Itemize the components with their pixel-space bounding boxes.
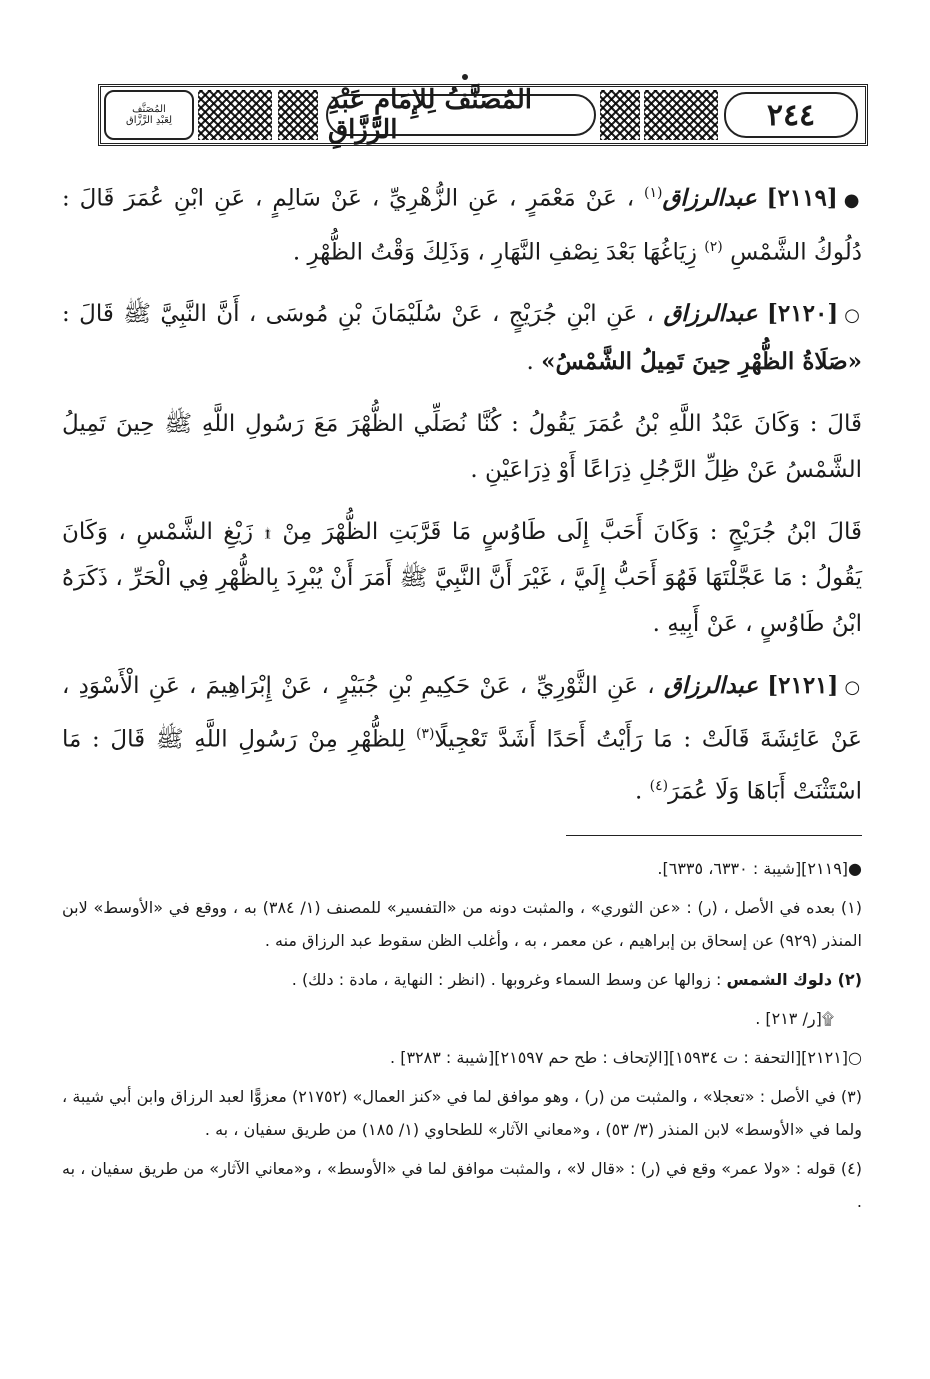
footnote-ref: (٢) — [704, 238, 723, 255]
hadith-text: ، عَنْ مَعْمَرٍ ، عَنِ الزُّهْرِيِّ ، عَنْ سَالِمٍ ، عَنِ ابْنِ عُمَرَ قَالَ : دُلُوكُ الشَّمْسِ — [62, 185, 862, 266]
ornament-left — [198, 90, 272, 140]
entry-marker: ○ — [844, 677, 862, 699]
ornament-right — [644, 90, 718, 140]
footnote-1: (١) بعده في الأصل ، (ر) : «عن الثوري» ، والمثبت دونه من «التفسير» للمصنف (١/ ٣٨٤) به ، ووقع في «الأوسط» لابن المنذر (٩٢٩) عن إسحاق بن إبراهيم ، عن معمر ، به ، وأغلب الظن سقوط عبد الرزاق منه . — [62, 898, 862, 950]
hadith-text: زِيَاغُهَا بَعْدَ نِصْفِ النَّهَارِ ، وَذَلِكَ وَقْتُ الظُّهْرِ . — [292, 239, 697, 266]
hadith-2119 — [62, 170, 862, 275]
footnote-2-label: (٢) دلوك الشمس — [726, 970, 862, 989]
book-logo — [104, 90, 194, 140]
footnotes — [62, 852, 862, 1224]
logo-line1: المُصَنَّف — [132, 104, 166, 115]
narrator-name: عبدالرزاق — [662, 184, 757, 212]
footnote-2-text: : زوالها عن وسط السماء وغروبها . (انظر : النهاية ، مادة : دلك) . — [291, 970, 722, 989]
footnote-4: (٤) قوله : «ولا عمر» وقع في (ر) : «قال لا» ، والمثبت موافق لما في «الأوسط» ، و«معاني الآثار» من طريق سفيان ، به . — [62, 1159, 862, 1211]
hadith-text: ، عَنِ ابْنِ جُرَيْجٍ ، عَنْ سُلَيْمَانَ بْنِ مُوسَى ، أَنَّ النَّبِيَّ ﷺ قَالَ : — [62, 301, 655, 328]
footnote-divider — [566, 835, 862, 836]
footnote-2-ref: ۩[ر/ ٢١٣] . — [755, 1009, 834, 1028]
hadith-text: ، عَنِ الثَّوْرِيِّ ، عَنْ حَكِيمِ بْنِ جُبَيْرٍ ، عَنْ إِبْرَاهِيمَ ، عَنِ الْأَسْوَدِ ، عَنْ عَائِشَةَ قَالَتْ : مَا رَأَيْتُ أَحَدًا أَشَدَّ تَعْجِيلًا — [62, 673, 863, 753]
book-title: المُصَنَّفُ لِلإِمَامِ عَبْدِ الرَّزَّاقِ — [328, 85, 532, 145]
ornament-left-inner — [278, 90, 318, 140]
hadith-2121 — [62, 663, 862, 814]
hadith-number: [٢١٢١] — [767, 672, 839, 700]
footnote-ref: (٤) — [649, 777, 669, 794]
footnote-2 — [62, 963, 862, 996]
narrator-name: عبدالرزاق — [663, 300, 758, 328]
page-header — [98, 84, 868, 146]
hadith-text: . — [635, 778, 643, 805]
paragraph-ibn-umar: قَالَ : وَكَانَ عَبْدُ اللَّهِ بْنُ عُمَرَ يَقُولُ : كُنَّا نُصَلِّي الظُّهْرَ مَعَ رَسُولِ اللَّهِ ﷺ حِينَ تَمِيلُ الشَّمْسُ عَنْ ظِلِّ الرَّجُلِ ذِرَاعًا أَوْ ذِرَاعَيْنِ . — [62, 411, 862, 484]
prophetic-quote: «صَلَاةُ الظُّهْرِ حِينَ تَمِيلُ الشَّمْسُ» — [541, 348, 862, 376]
source-ref-2119: ●[٢١١٩][شيبة : ٦٣٣٠، ٦٣٣٥]. — [657, 859, 862, 878]
footnote-3: (٣) في الأصل : «تعجلا» ، والمثبت من (ر) ، وهو موافق لما في «كنز العمال» (٢١٧٥٢) معزوًّا لعبد الرزاق وابن أبي شيبة ، ولما في «الأوسط» لابن المنذر (٣/ ٥٣) ، و«معاني الآثار» للطحاوي (١/ ١٨٥) من طريق سفيان ، به . — [62, 1087, 862, 1139]
entry-marker: ● — [843, 189, 863, 211]
hadith-text: لِلظُّهْرِ مِنْ رَسُولِ اللَّهِ ﷺ قَالَ : مَا اسْتَثْنَتْ أَبَاهَا وَلَا عُمَرَ — [62, 726, 862, 805]
hadith-number: [٢١٢٠] — [767, 300, 839, 328]
title-cartouche — [326, 85, 596, 145]
paragraph-ibn-jurayj: قَالَ ابْنُ جُرَيْجٍ : وَكَانَ أَحَبَّ إِلَى طَاوُسٍ مَا قَرَّبَتِ الظُّهْرَ مِنْ ۩ زَيْغِ الشَّمْسِ ، وَكَانَ يَقُولُ : مَا عَجَّلْتَهَا فَهُوَ أَحَبُّ إِلَيَّ ، غَيْرَ أَنَّ النَّبِيَّ ﷺ أَمَرَ أَنْ يُبْرِدَ بِالظُّهْرِ فِي الْحَرِّ ، ذَكَرَهُ ابْنُ طَاوُسٍ ، عَنْ أَبِيهِ . — [62, 519, 862, 638]
source-ref-2121: ○[٢١٢١][التحفة : ت ١٥٩٣٤][الإتحاف : طح حم ٢١٥٩٧][شيبة : ٣٢٨٣] . — [390, 1048, 862, 1067]
footnote-ref: (٣) — [415, 726, 435, 743]
entry-marker: ○ — [844, 305, 862, 327]
hadith-number: [٢١١٩] — [766, 184, 838, 212]
narrator-name: عبدالرزاق — [663, 672, 759, 700]
hadith-2120 — [62, 291, 862, 385]
ornament-right-inner — [600, 90, 640, 140]
page-number: ٢٤٤ — [724, 92, 858, 138]
top-dot — [462, 74, 468, 80]
footnote-ref: (١) — [644, 185, 663, 201]
main-text — [62, 170, 862, 831]
hadith-text: . — [526, 349, 534, 376]
logo-line2: لِعَبْدِ الرَّزَّاق — [125, 115, 173, 126]
